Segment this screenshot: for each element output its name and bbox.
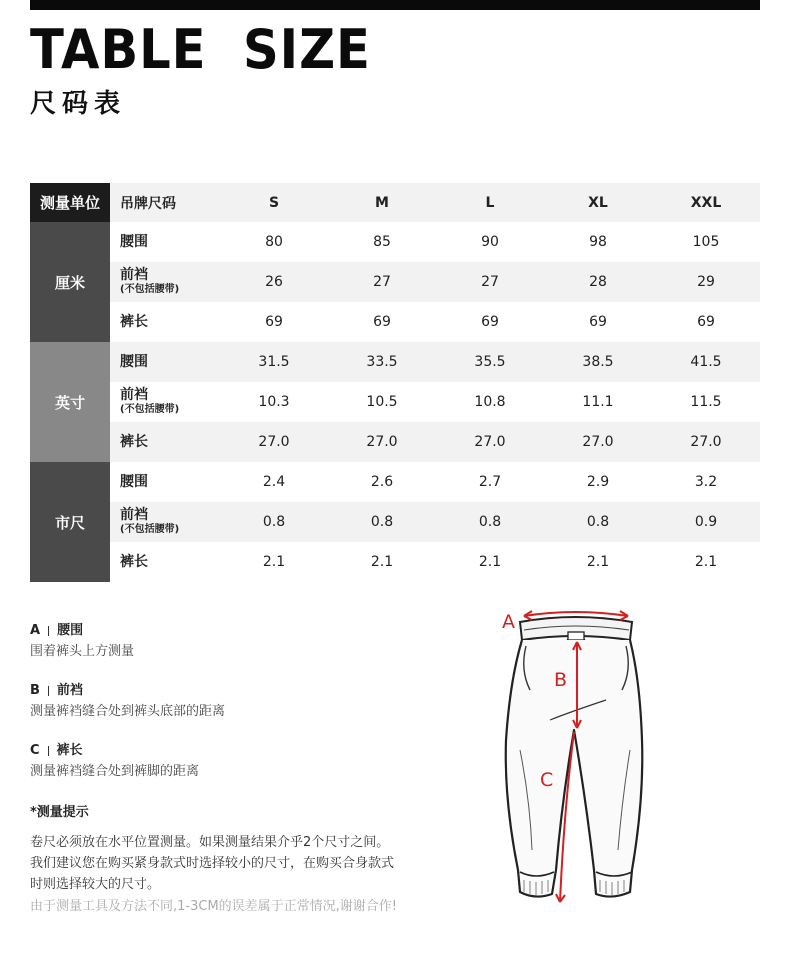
row-label-text: 腰围	[120, 474, 148, 490]
table-row	[30, 542, 760, 582]
table-cell: 28	[544, 262, 652, 302]
measure-b-heading	[30, 680, 460, 702]
unit-header: 测量单位	[30, 183, 110, 222]
table-cell: 2.1	[586, 554, 610, 570]
unit-group-label: 英寸	[30, 342, 110, 462]
svg-text:B: B	[554, 669, 568, 691]
divider	[48, 746, 49, 756]
table-cell: 27.0	[436, 422, 544, 462]
measure-a-desc: 围着裤头上方测量	[30, 644, 135, 659]
unit-group-label: 市尺	[30, 462, 110, 582]
measure-letter: B	[30, 683, 40, 698]
row-label	[110, 542, 220, 582]
page-title: TABLE SIZE	[30, 18, 371, 81]
row-label-note: (不包括腰带)	[120, 523, 180, 535]
table-cell: 31.5	[220, 342, 328, 382]
size-header-row	[30, 183, 760, 222]
table-cell: 35.5	[436, 342, 544, 382]
table-cell: 27.0	[328, 422, 436, 462]
row-label-text: 裤长	[120, 434, 148, 450]
table-cell: 69	[589, 314, 607, 330]
row-label-text: 前裆	[120, 266, 148, 283]
table-cell: 11.1	[582, 394, 614, 410]
row-label-text: 裤长	[120, 554, 148, 570]
table-cell: 2.1	[370, 554, 394, 570]
measure-name: 前裆	[56, 683, 83, 698]
table-cell: 2.9	[586, 474, 610, 490]
table-cell: 2.6	[370, 474, 394, 490]
table-cell: 26	[220, 262, 328, 302]
divider	[48, 686, 49, 696]
table-cell: 41.5	[652, 342, 760, 382]
top-bar	[30, 0, 760, 10]
table-cell: 85	[373, 234, 391, 250]
table-row	[30, 222, 760, 262]
table-cell: 2.1	[478, 554, 502, 570]
row-label-text: 腰围	[120, 234, 148, 250]
table-cell: 29	[652, 262, 760, 302]
unit-group-label: 厘米	[30, 222, 110, 342]
tip-line: 我们建议您在购买紧身款式时选择较小的尺寸，在购买合身款式	[30, 856, 395, 871]
size-col-header: M	[328, 183, 436, 222]
table-row	[30, 262, 760, 302]
table-cell: 10.5	[366, 394, 398, 410]
sweatpants-diagram-icon	[490, 600, 660, 910]
measure-c-heading	[30, 740, 460, 762]
row-label-text: 腰围	[120, 354, 148, 370]
row-label-text: 裤长	[120, 314, 148, 330]
table-cell: 0.8	[544, 502, 652, 542]
row-label-note: (不包括腰带)	[120, 283, 180, 295]
tip-line: 卷尺必须放在水平位置测量。如果测量结果介乎2个尺寸之间。	[30, 835, 390, 850]
table-cell: 27.0	[544, 422, 652, 462]
table-cell: 3.2	[694, 474, 718, 490]
table-cell: 2.7	[478, 474, 502, 490]
tips-heading: *测量提示	[30, 805, 89, 820]
row-label-text: 前裆	[120, 386, 148, 403]
table-cell: 27	[328, 262, 436, 302]
table-cell: 69	[265, 314, 283, 330]
measure-letter: C	[30, 743, 40, 758]
table-cell: 10.3	[258, 394, 290, 410]
table-cell: 0.8	[436, 502, 544, 542]
table-cell: 0.9	[652, 502, 760, 542]
row-label	[110, 262, 220, 302]
table-cell: 27	[436, 262, 544, 302]
table-cell: 11.5	[690, 394, 722, 410]
size-table	[30, 183, 760, 582]
table-cell: 2.1	[694, 554, 718, 570]
size-col-header: S	[220, 183, 328, 222]
table-cell: 2.4	[262, 474, 286, 490]
table-cell: 10.8	[474, 394, 506, 410]
table-row	[30, 462, 760, 502]
row-label-note: (不包括腰带)	[120, 403, 180, 415]
size-col-header: XXL	[652, 183, 760, 222]
row-label	[110, 462, 220, 502]
svg-text:A: A	[502, 611, 515, 633]
row-label	[110, 502, 220, 542]
table-row	[30, 422, 760, 462]
table-cell: 69	[697, 314, 715, 330]
row-label	[110, 382, 220, 422]
table-cell: 0.8	[328, 502, 436, 542]
table-cell: 27.0	[220, 422, 328, 462]
tag-size-header: 吊牌尺码	[110, 183, 220, 222]
table-cell: 2.1	[262, 554, 286, 570]
svg-text:C: C	[540, 769, 554, 791]
table-row	[30, 502, 760, 542]
size-col-header: XL	[544, 183, 652, 222]
table-cell: 98	[589, 234, 607, 250]
row-label	[110, 302, 220, 342]
measure-b-desc: 测量裤裆缝合处到裤头底部的距离	[30, 704, 226, 719]
measure-name: 腰围	[57, 623, 84, 638]
table-row	[30, 342, 760, 382]
row-label	[110, 222, 220, 262]
measurement-notes	[30, 620, 460, 918]
table-cell: 38.5	[544, 342, 652, 382]
disclaimer: 由于测量工具及方法不同,1-3CM的误差属于正常情况,谢谢合作!	[30, 899, 398, 914]
table-cell: 69	[481, 314, 499, 330]
table-cell: 0.8	[220, 502, 328, 542]
table-cell: 80	[265, 234, 283, 250]
page-subtitle: 尺码表	[30, 89, 127, 119]
table-cell: 90	[481, 234, 499, 250]
size-col-header: L	[436, 183, 544, 222]
divider	[48, 626, 49, 636]
table-row	[30, 302, 760, 342]
table-cell: 69	[373, 314, 391, 330]
row-label	[110, 422, 220, 462]
measure-letter: A	[30, 623, 41, 638]
measure-name: 裤长	[56, 743, 83, 758]
measure-a-heading	[30, 620, 460, 642]
table-cell: 105	[692, 234, 720, 250]
row-label-text: 前裆	[120, 506, 148, 523]
table-row	[30, 382, 760, 422]
table-cell: 33.5	[328, 342, 436, 382]
tip-line: 时则选择较大的尺寸。	[30, 877, 161, 892]
table-cell: 27.0	[652, 422, 760, 462]
measure-c-desc: 测量裤裆缝合处到裤脚的距离	[30, 764, 200, 779]
row-label	[110, 342, 220, 382]
